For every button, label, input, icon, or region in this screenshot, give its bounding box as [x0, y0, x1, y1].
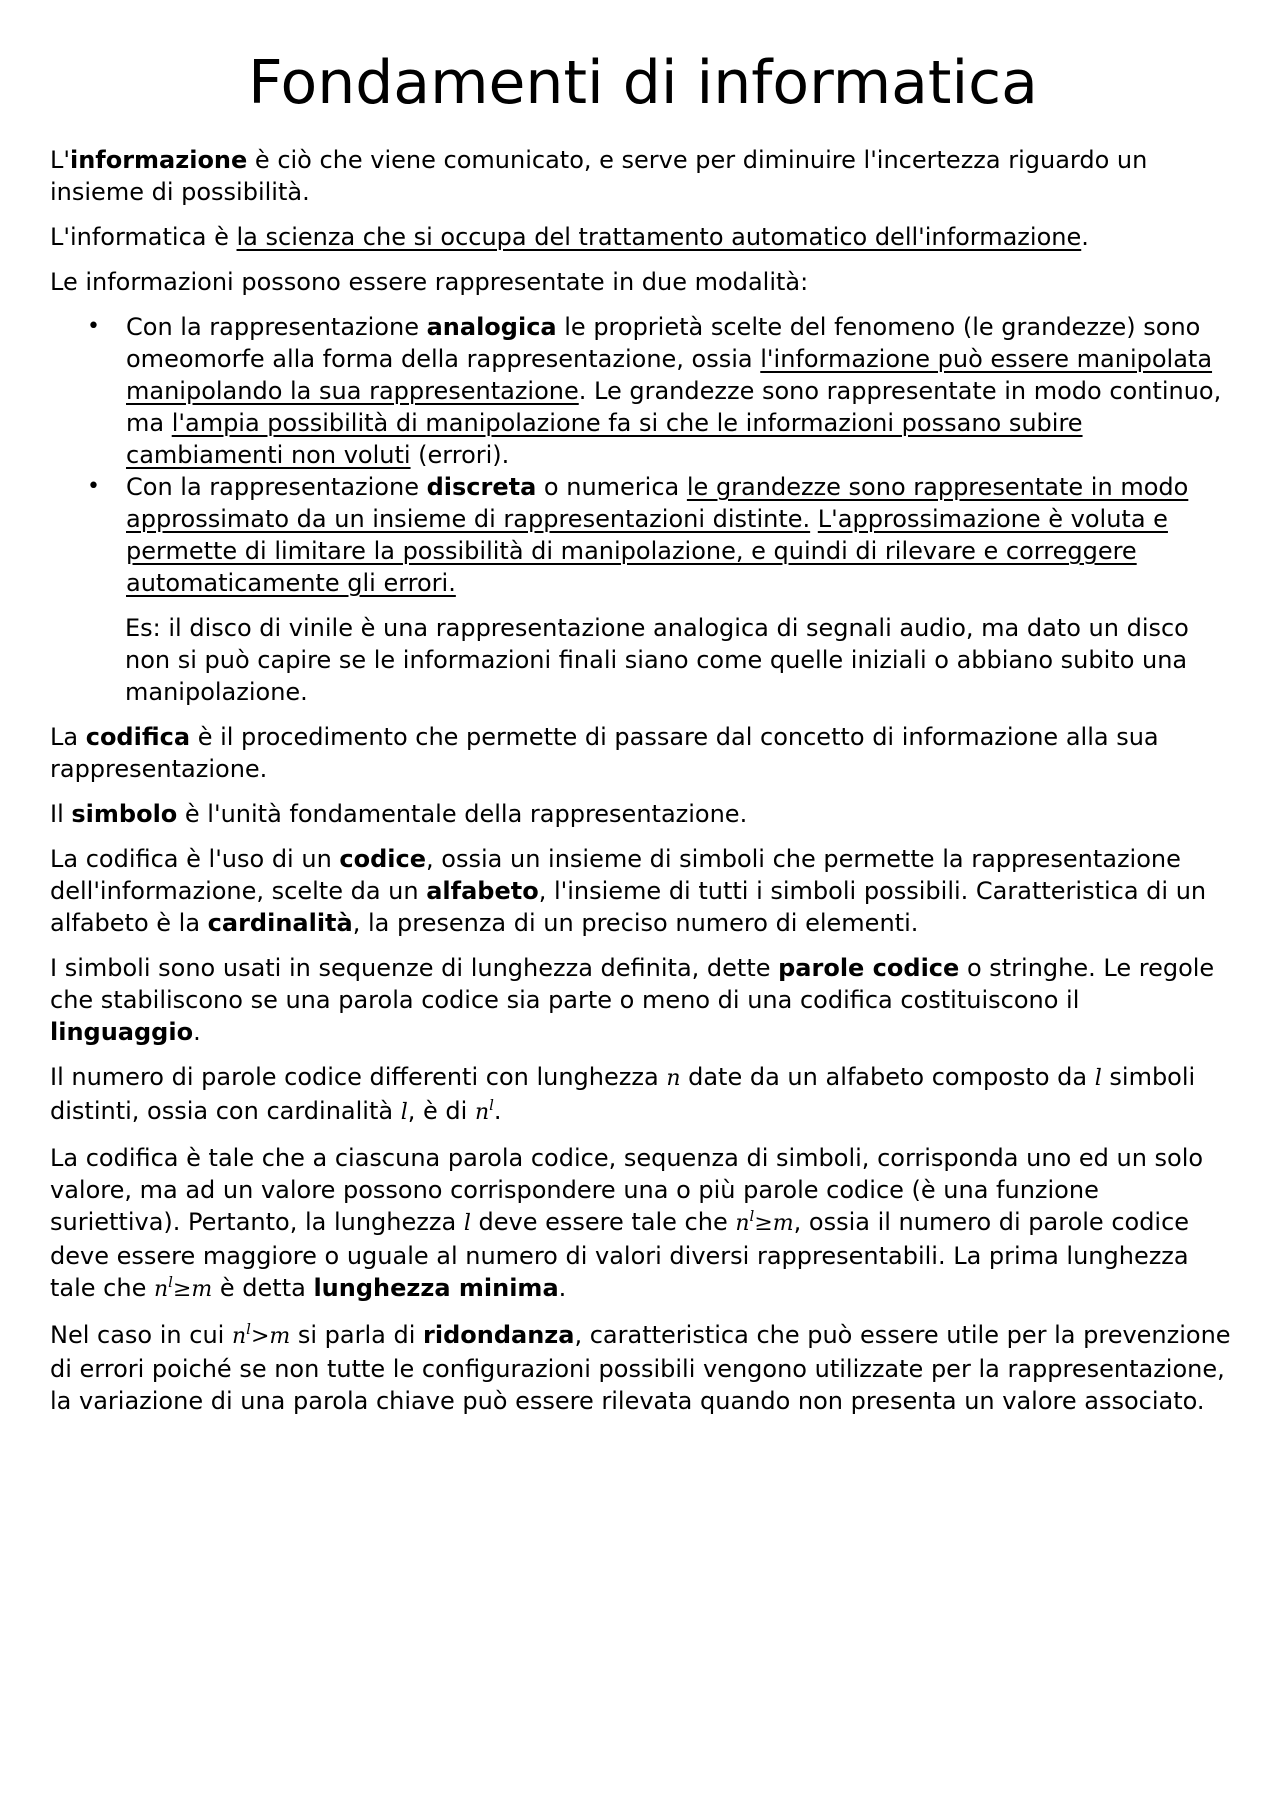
term-parole-codice: parole codice: [778, 954, 960, 982]
text: , ossia un insieme di simboli che permette la rappresentazione dell'informazione, scelte da un: [50, 845, 1181, 905]
text: , la presenza di un preciso numero di elementi.: [352, 909, 919, 937]
term-informazione: informazione: [69, 146, 248, 174]
text: , l'insieme di tutti i simboli possibili. Caratteristica di un alfabeto è la: [50, 877, 1207, 937]
text: .: [1081, 223, 1089, 251]
math-exponent-l: l: [168, 1273, 173, 1291]
term-lunghezza-minima: lunghezza minima: [313, 1274, 559, 1302]
term-linguaggio: linguaggio: [50, 1018, 194, 1046]
paragraph-codice: [50, 843, 1236, 939]
text: L'informatica è: [50, 223, 237, 251]
text: La: [50, 723, 86, 751]
paragraph-example: [125, 612, 1236, 708]
text: , ossia il numero di parole codice deve essere maggiore o uguale al numero di valori diversi rappresentabili. La prima lunghezza tale che: [50, 1208, 1190, 1302]
term-discreta: discreta: [426, 473, 537, 501]
math-l: l: [1094, 1066, 1102, 1091]
paragraph-simbolo: [50, 798, 1236, 830]
bullet-list: [50, 311, 1236, 599]
paragraph-codifica: [50, 721, 1236, 785]
text: Con la rappresentazione: [126, 313, 427, 341]
text: o stringhe. Le regole che stabiliscono se una parola codice sia parte o meno di una codifica costituiscono il: [50, 954, 1215, 1014]
text: .: [558, 1274, 567, 1302]
math-n: n: [735, 1211, 750, 1236]
math-exponent-l: l: [749, 1207, 755, 1225]
underlined-text: l'ampia possibilità di manipolazione fa si che le informazioni possano subire cambiamenti non voluti: [126, 409, 1083, 469]
text: è l'unità fondamentale della rappresentazione.: [177, 800, 748, 828]
text: deve essere tale che: [470, 1208, 736, 1236]
math-l: l: [400, 1100, 408, 1125]
text: Es: il disco di vinile è una rappresentazione analogica di segnali audio, ma dato un disco non si può capire se le informazioni finali siano come quelle iniziali o abbiano subito una manipolazione.: [125, 614, 1189, 706]
text: , caratteristica che può essere utile per la prevenzione di errori poiché se non tutte le configurazioni possibili vengono utilizzate per la rappresentazione, la variazione di una parola chiave può essere rilevata quando non presenta un valore associato.: [50, 1321, 1231, 1415]
text: è il procedimento che permette di passare dal concetto di informazione alla sua rappresentazione.: [50, 723, 1159, 783]
underlined-text: l'informazione può essere manipolata manipolando la sua rappresentazione: [126, 345, 1213, 405]
paragraph-modalita: [50, 266, 1236, 298]
text: simboli distinti, ossia con cardinalità: [50, 1063, 1196, 1125]
text: (errori).: [410, 441, 510, 469]
list-item-analogica: [50, 311, 1236, 471]
term-analogica: analogica: [426, 313, 557, 341]
term-alfabeto: alfabeto: [426, 877, 539, 905]
math-l: l: [463, 1211, 471, 1236]
text: .: [193, 1018, 201, 1046]
text: La codifica è l'uso di un: [50, 845, 340, 873]
text: Il: [50, 800, 72, 828]
document-page: [50, 48, 1236, 1430]
paragraph-informatica: [50, 221, 1236, 253]
math-exponent-l: l: [489, 1096, 494, 1114]
text: è detta: [212, 1274, 314, 1302]
math-n: n: [153, 1277, 169, 1302]
math-geq-m: ≥m: [172, 1277, 213, 1302]
term-ridondanza: ridondanza: [423, 1321, 575, 1349]
paragraph-numero-parole: [50, 1061, 1236, 1129]
text: Con la rappresentazione: [126, 473, 427, 501]
text: [810, 505, 818, 533]
math-exponent-l: l: [246, 1320, 251, 1338]
term-cardinalita: cardinalità: [207, 909, 353, 937]
text: . Le grandezze sono rappresentate in modo continuo, ma: [126, 377, 1222, 437]
term-codifica: codifica: [85, 723, 191, 751]
text: , è di: [407, 1097, 475, 1125]
math-gt-m: >m: [250, 1324, 291, 1349]
paragraph-lunghezza-minima: [50, 1142, 1236, 1306]
math-geq-m: ≥m: [754, 1211, 794, 1236]
underlined-definition: la scienza che si occupa del trattamento automatico dell'informazione: [236, 223, 1082, 251]
bullet-icon: •: [87, 474, 100, 499]
math-n: n: [231, 1324, 247, 1349]
text: La codifica è tale che a ciascuna parola codice, sequenza di simboli, corrisponda uno ed un solo valore, ma ad un valore possono corrispondere una o più parole codice (è una funzione suriettiva). Pertanto, la lunghezza: [50, 1144, 1204, 1236]
math-n: n: [666, 1066, 681, 1091]
text: le proprietà scelte del fenomeno (le grandezze) sono omeomorfe alla forma della rappresentazione, ossia: [126, 313, 1201, 373]
text: date da un alfabeto composto da: [680, 1063, 1095, 1091]
paragraph-informazione: [50, 144, 1236, 208]
text: Le informazioni possono essere rappresentate in due modalità:: [50, 268, 809, 296]
text: Nel caso in cui: [50, 1321, 232, 1349]
paragraph-ridondanza: [50, 1319, 1236, 1417]
underlined-text: L'approssimazione è voluta e permette di limitare la possibilità di manipolazione, e quindi di rilevare e correggere automaticamente gli errori.: [126, 505, 1168, 597]
term-simbolo: simbolo: [71, 800, 178, 828]
text: si parla di: [290, 1321, 424, 1349]
bullet-icon: •: [87, 314, 100, 339]
page-title: Fondamenti di informatica: [248, 48, 1038, 118]
underlined-text: le grandezze sono rappresentate in modo approssimato da un insieme di rappresentazioni distinte.: [126, 473, 1189, 533]
text: Il numero di parole codice differenti con lunghezza: [50, 1063, 667, 1091]
text: I simboli sono usati in sequenze di lunghezza definita, dette: [50, 954, 779, 982]
text: o numerica: [536, 473, 687, 501]
text: è ciò che viene comunicato, e serve per diminuire l'incertezza riguardo un insieme di possibilità.: [50, 146, 1148, 206]
text: L': [50, 146, 70, 174]
math-n: n: [474, 1100, 490, 1125]
list-item-discreta: [50, 471, 1236, 599]
paragraph-parole-codice: [50, 952, 1236, 1048]
text: .: [493, 1097, 502, 1125]
term-codice: codice: [339, 845, 427, 873]
